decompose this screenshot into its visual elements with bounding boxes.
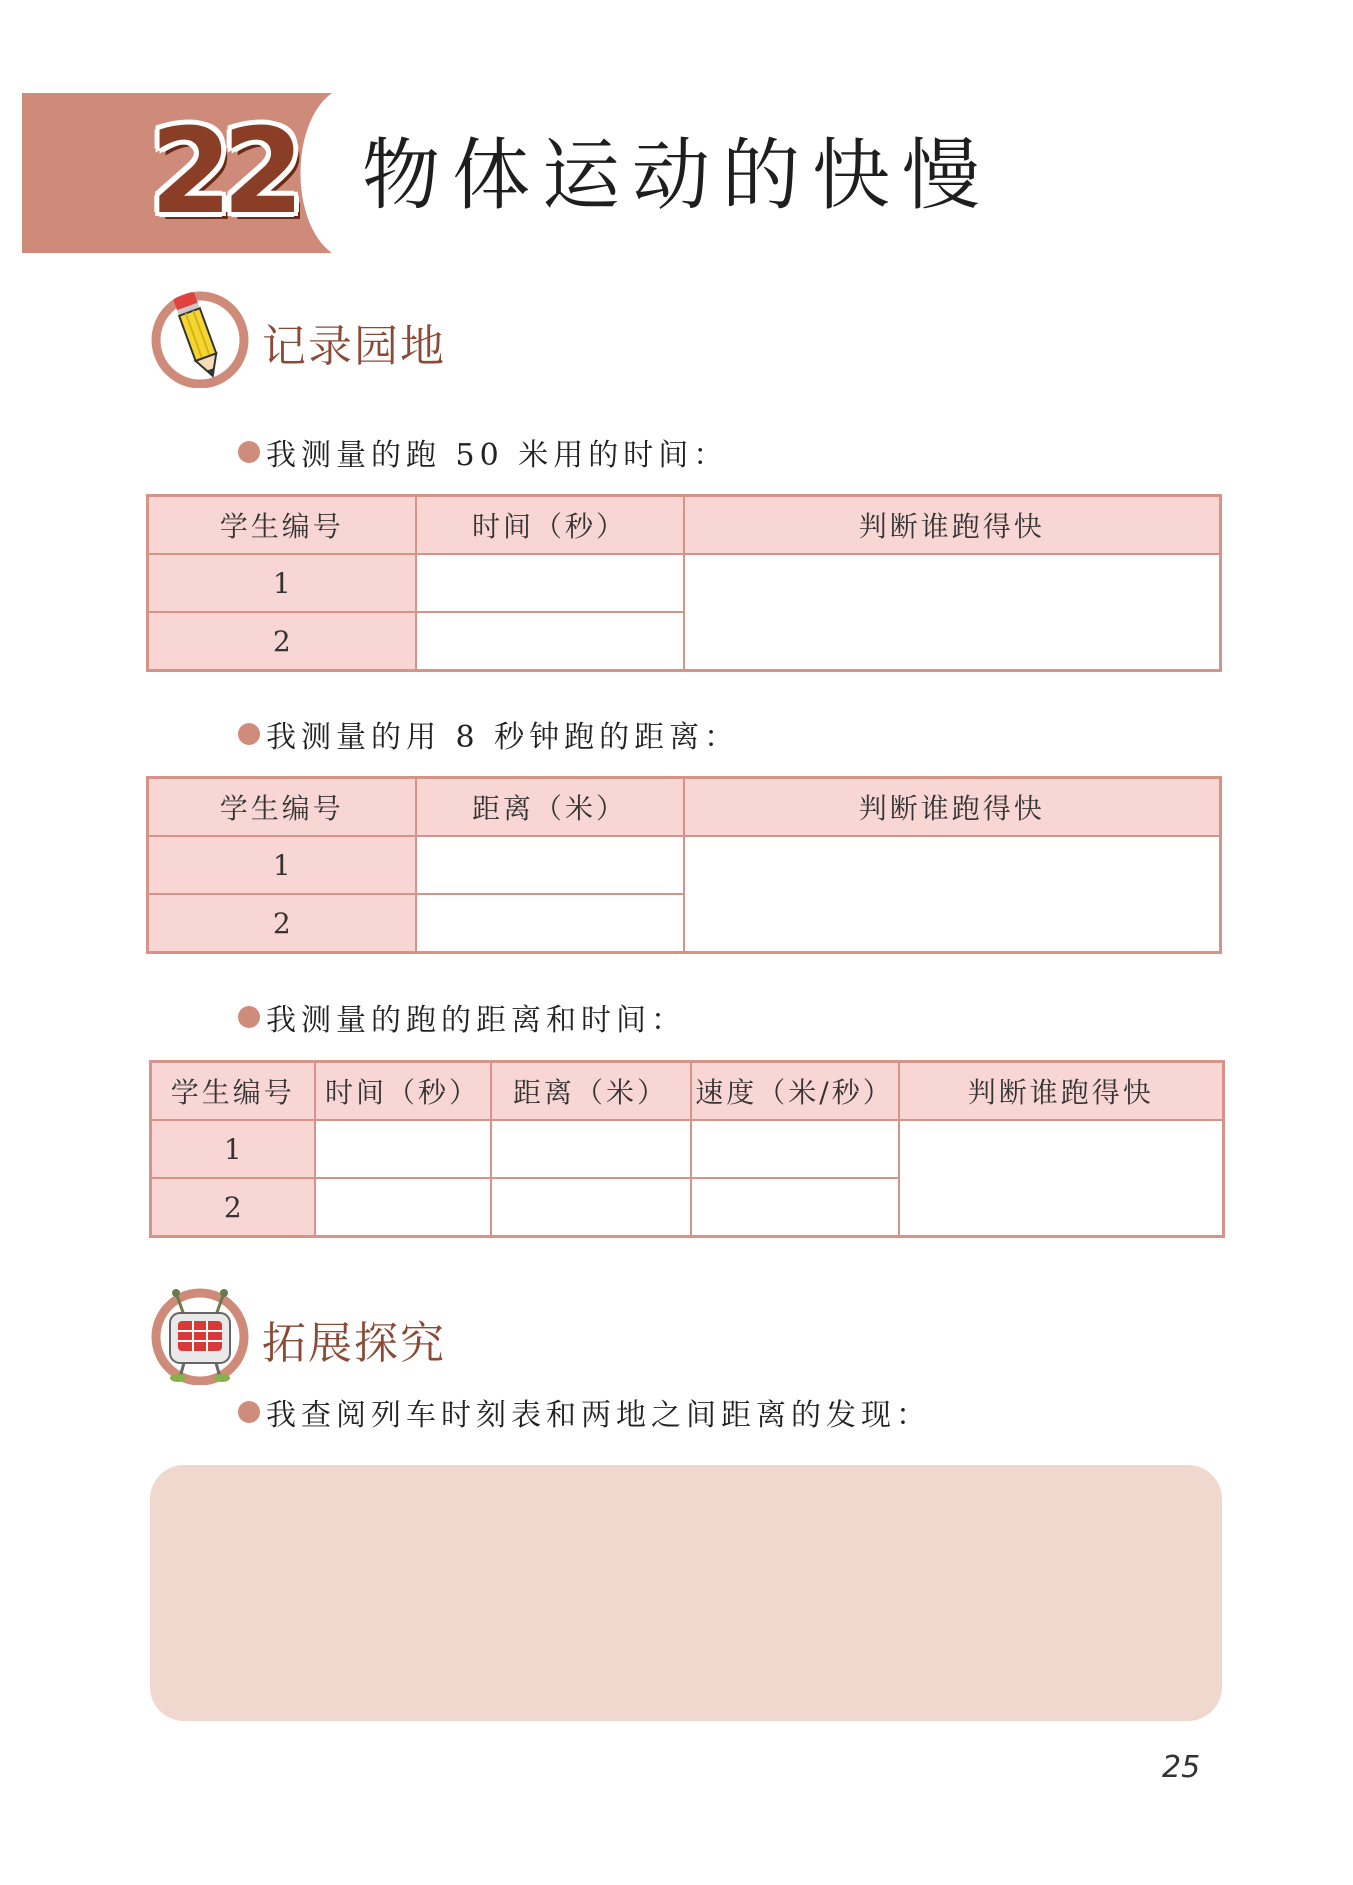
- prompt-50m-time: [238, 430, 728, 474]
- robot-tv-icon: [150, 1285, 250, 1385]
- header-time: 时间（秒）: [416, 496, 684, 555]
- judge-input-cell[interactable]: [684, 554, 1221, 671]
- student-no-cell: 2: [148, 894, 416, 953]
- prompt-distance-and-time: [238, 995, 686, 1039]
- judge-input-cell[interactable]: [684, 836, 1221, 953]
- pencil-icon: [150, 288, 250, 388]
- header-student-no: 学生编号: [151, 1062, 315, 1121]
- speed-input-cell[interactable]: [691, 1178, 899, 1237]
- time-input-cell[interactable]: [416, 554, 684, 612]
- header-judge: 判断谁跑得快: [684, 778, 1221, 837]
- prompt-text: 我测量的跑的距离和时间：: [266, 1003, 686, 1038]
- bullet-dot: [238, 723, 260, 745]
- table-row: [151, 1120, 1224, 1178]
- lesson-title: 物体运动的快慢: [362, 131, 993, 221]
- prompt-8s-distance: [238, 712, 739, 756]
- header-student-no: 学生编号: [148, 778, 416, 837]
- prompt-train-schedule: [238, 1390, 931, 1434]
- section-explore-title: 拓展探究: [262, 1318, 446, 1369]
- header-student-no: 学生编号: [148, 496, 416, 555]
- time-input-cell[interactable]: [416, 612, 684, 671]
- time-input-cell[interactable]: [315, 1178, 491, 1237]
- table-speed: [149, 1060, 1225, 1238]
- student-no-cell: 2: [151, 1178, 315, 1237]
- judge-input-cell[interactable]: [899, 1120, 1224, 1237]
- table-50m-time: [146, 494, 1222, 672]
- prompt-text: 我测量的用 8 秒钟跑的距离：: [266, 720, 740, 755]
- answer-box[interactable]: [150, 1465, 1222, 1721]
- speed-input-cell[interactable]: [691, 1120, 899, 1178]
- bullet-dot: [238, 1401, 260, 1423]
- table-header-row: [148, 778, 1221, 837]
- distance-input-cell[interactable]: [491, 1178, 691, 1237]
- distance-input-cell[interactable]: [416, 836, 684, 894]
- distance-input-cell[interactable]: [416, 894, 684, 953]
- table-row: [148, 554, 1221, 612]
- table-header-row: [151, 1062, 1224, 1121]
- student-no-cell: 1: [148, 836, 416, 894]
- header-distance: 距离（米）: [491, 1062, 691, 1121]
- header-judge: 判断谁跑得快: [684, 496, 1221, 555]
- header-judge: 判断谁跑得快: [899, 1062, 1224, 1121]
- table-8s-distance: [146, 776, 1222, 954]
- lesson-number: 22: [150, 102, 295, 240]
- section-record-title: 记录园地: [262, 321, 446, 372]
- header-time: 时间（秒）: [315, 1062, 491, 1121]
- prompt-text: 我查阅列车时刻表和两地之间距离的发现：: [266, 1398, 931, 1433]
- distance-input-cell[interactable]: [491, 1120, 691, 1178]
- page-number: 25: [1162, 1750, 1201, 1785]
- bullet-dot: [238, 1006, 260, 1028]
- table-header-row: [148, 496, 1221, 555]
- time-input-cell[interactable]: [315, 1120, 491, 1178]
- prompt-text: 我测量的跑 50 米用的时间：: [266, 438, 729, 473]
- header-distance: 距离（米）: [416, 778, 684, 837]
- table-row: [148, 836, 1221, 894]
- student-no-cell: 1: [151, 1120, 315, 1178]
- student-no-cell: 2: [148, 612, 416, 671]
- student-no-cell: 1: [148, 554, 416, 612]
- header-speed: 速度（米/秒）: [691, 1062, 899, 1121]
- bullet-dot: [238, 441, 260, 463]
